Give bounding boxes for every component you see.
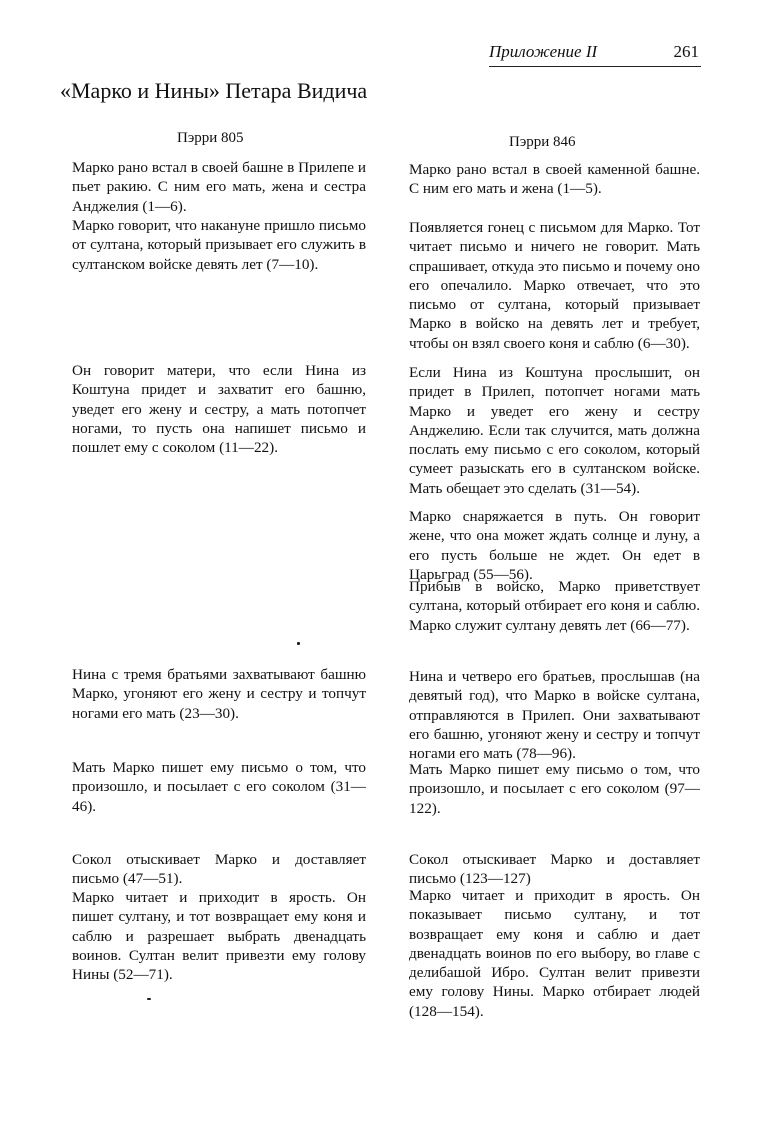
left-paragraph: Мать Марко пишет ему письмо о том, что произошло, и посылает с его соколом (31—46). (72, 759, 366, 815)
section-title: Приложение II (489, 42, 598, 61)
page-title: «Марко и Нины» Петара Видича (60, 78, 368, 103)
right-paragraph: Нина и четверо его братьев, прослышав (на девятый год), что Марко в войске султана, отправляются в Прилеп. Они захватывают его башню, угоняют жену и сестру и топчут ногами его мать (78—96). (409, 668, 700, 763)
right-paragraph: Марко снаряжается в путь. Он говорит жене, что она может ждать солнце и луну, а его пусть больше не ждет. Он едет в Царьград (55—56). (409, 508, 700, 583)
right-paragraph: Марко рано встал в своей каменной башне. С ним его мать и жена (1—5). (409, 161, 700, 198)
left-paragraph: Марко рано встал в своей башне в Прилепе и пьет ракию. С ним его мать, жена и сестра Анджелия (1—6). (72, 159, 366, 215)
right-paragraph: Прибыв в войско, Марко приветствует султана, который отбирает его коня и саблю. Марко служит султану девять лет (66—77). (409, 578, 700, 634)
right-paragraph: Марко читает и приходит в ярость. Он показывает письмо султану, и тот возвращает ему коня и саблю и дает двенадцать воинов по его выбору, во главе с делибашой Ибро. Султан велит привезти ему голову Нины. Марко отбирает людей (128—154). (409, 887, 700, 1020)
left-paragraph: Марко читает и приходит в ярость. Он пишет султану, и тот возвращает ему коня и саблю и разрешает выбрать двенадцать воинов. Султан велит привезти ему голову Нины (52—71). (72, 889, 366, 984)
right-paragraph: Если Нина из Коштуна прослышит, он придет в Прилеп, потопчет ногами мать Марко и уведет его жену и сестру Анджелию. Если так случится, мать должна послать ему письмо с его соколом, который сумеет разыскать его в султанском войске. Мать обещает это сделать (31—54). (409, 364, 700, 497)
left-paragraph: Он говорит матери, что если Нина из Коштуна придет и захватит его башню, уведет его жену и сестру, а мать потопчет ногами, то пусть она напишет письмо и пошлет ему с соколом (11—22). (72, 362, 366, 457)
ink-speck (147, 998, 151, 1000)
right-paragraph: Мать Марко пишет ему письмо о том, что произошло, и посылает с его соколом (97—122). (409, 761, 700, 817)
left-column-heading: Пэрри 805 (177, 130, 244, 146)
ink-speck (297, 642, 300, 645)
right-paragraph: Появляется гонец с письмом для Марко. Тот читает письмо и ничего не говорит. Мать спрашивает, откуда это письмо и почему оно его опечалило. Марко отвечает, что это письмо от султана, который призывает Марко в войско на девять лет и требует, чтобы он взял своего коня и саблю (6—30). (409, 219, 700, 352)
left-paragraph: Нина с тремя братьями захватывают башню Марко, угоняют его жену и сестру и топчут ногами его мать (23—30). (72, 666, 366, 722)
running-header (489, 42, 701, 67)
left-paragraph: Сокол отыскивает Марко и доставляет письмо (47—51). (72, 851, 366, 888)
right-column-heading: Пэрри 846 (509, 134, 576, 150)
left-paragraph: Марко говорит, что накануне пришло письмо от султана, который призывает его служить в султанском войске девять лет (7—10). (72, 217, 366, 273)
right-paragraph: Сокол отыскивает Марко и доставляет письмо (123—127) (409, 851, 700, 888)
page-number: 261 (673, 42, 699, 61)
